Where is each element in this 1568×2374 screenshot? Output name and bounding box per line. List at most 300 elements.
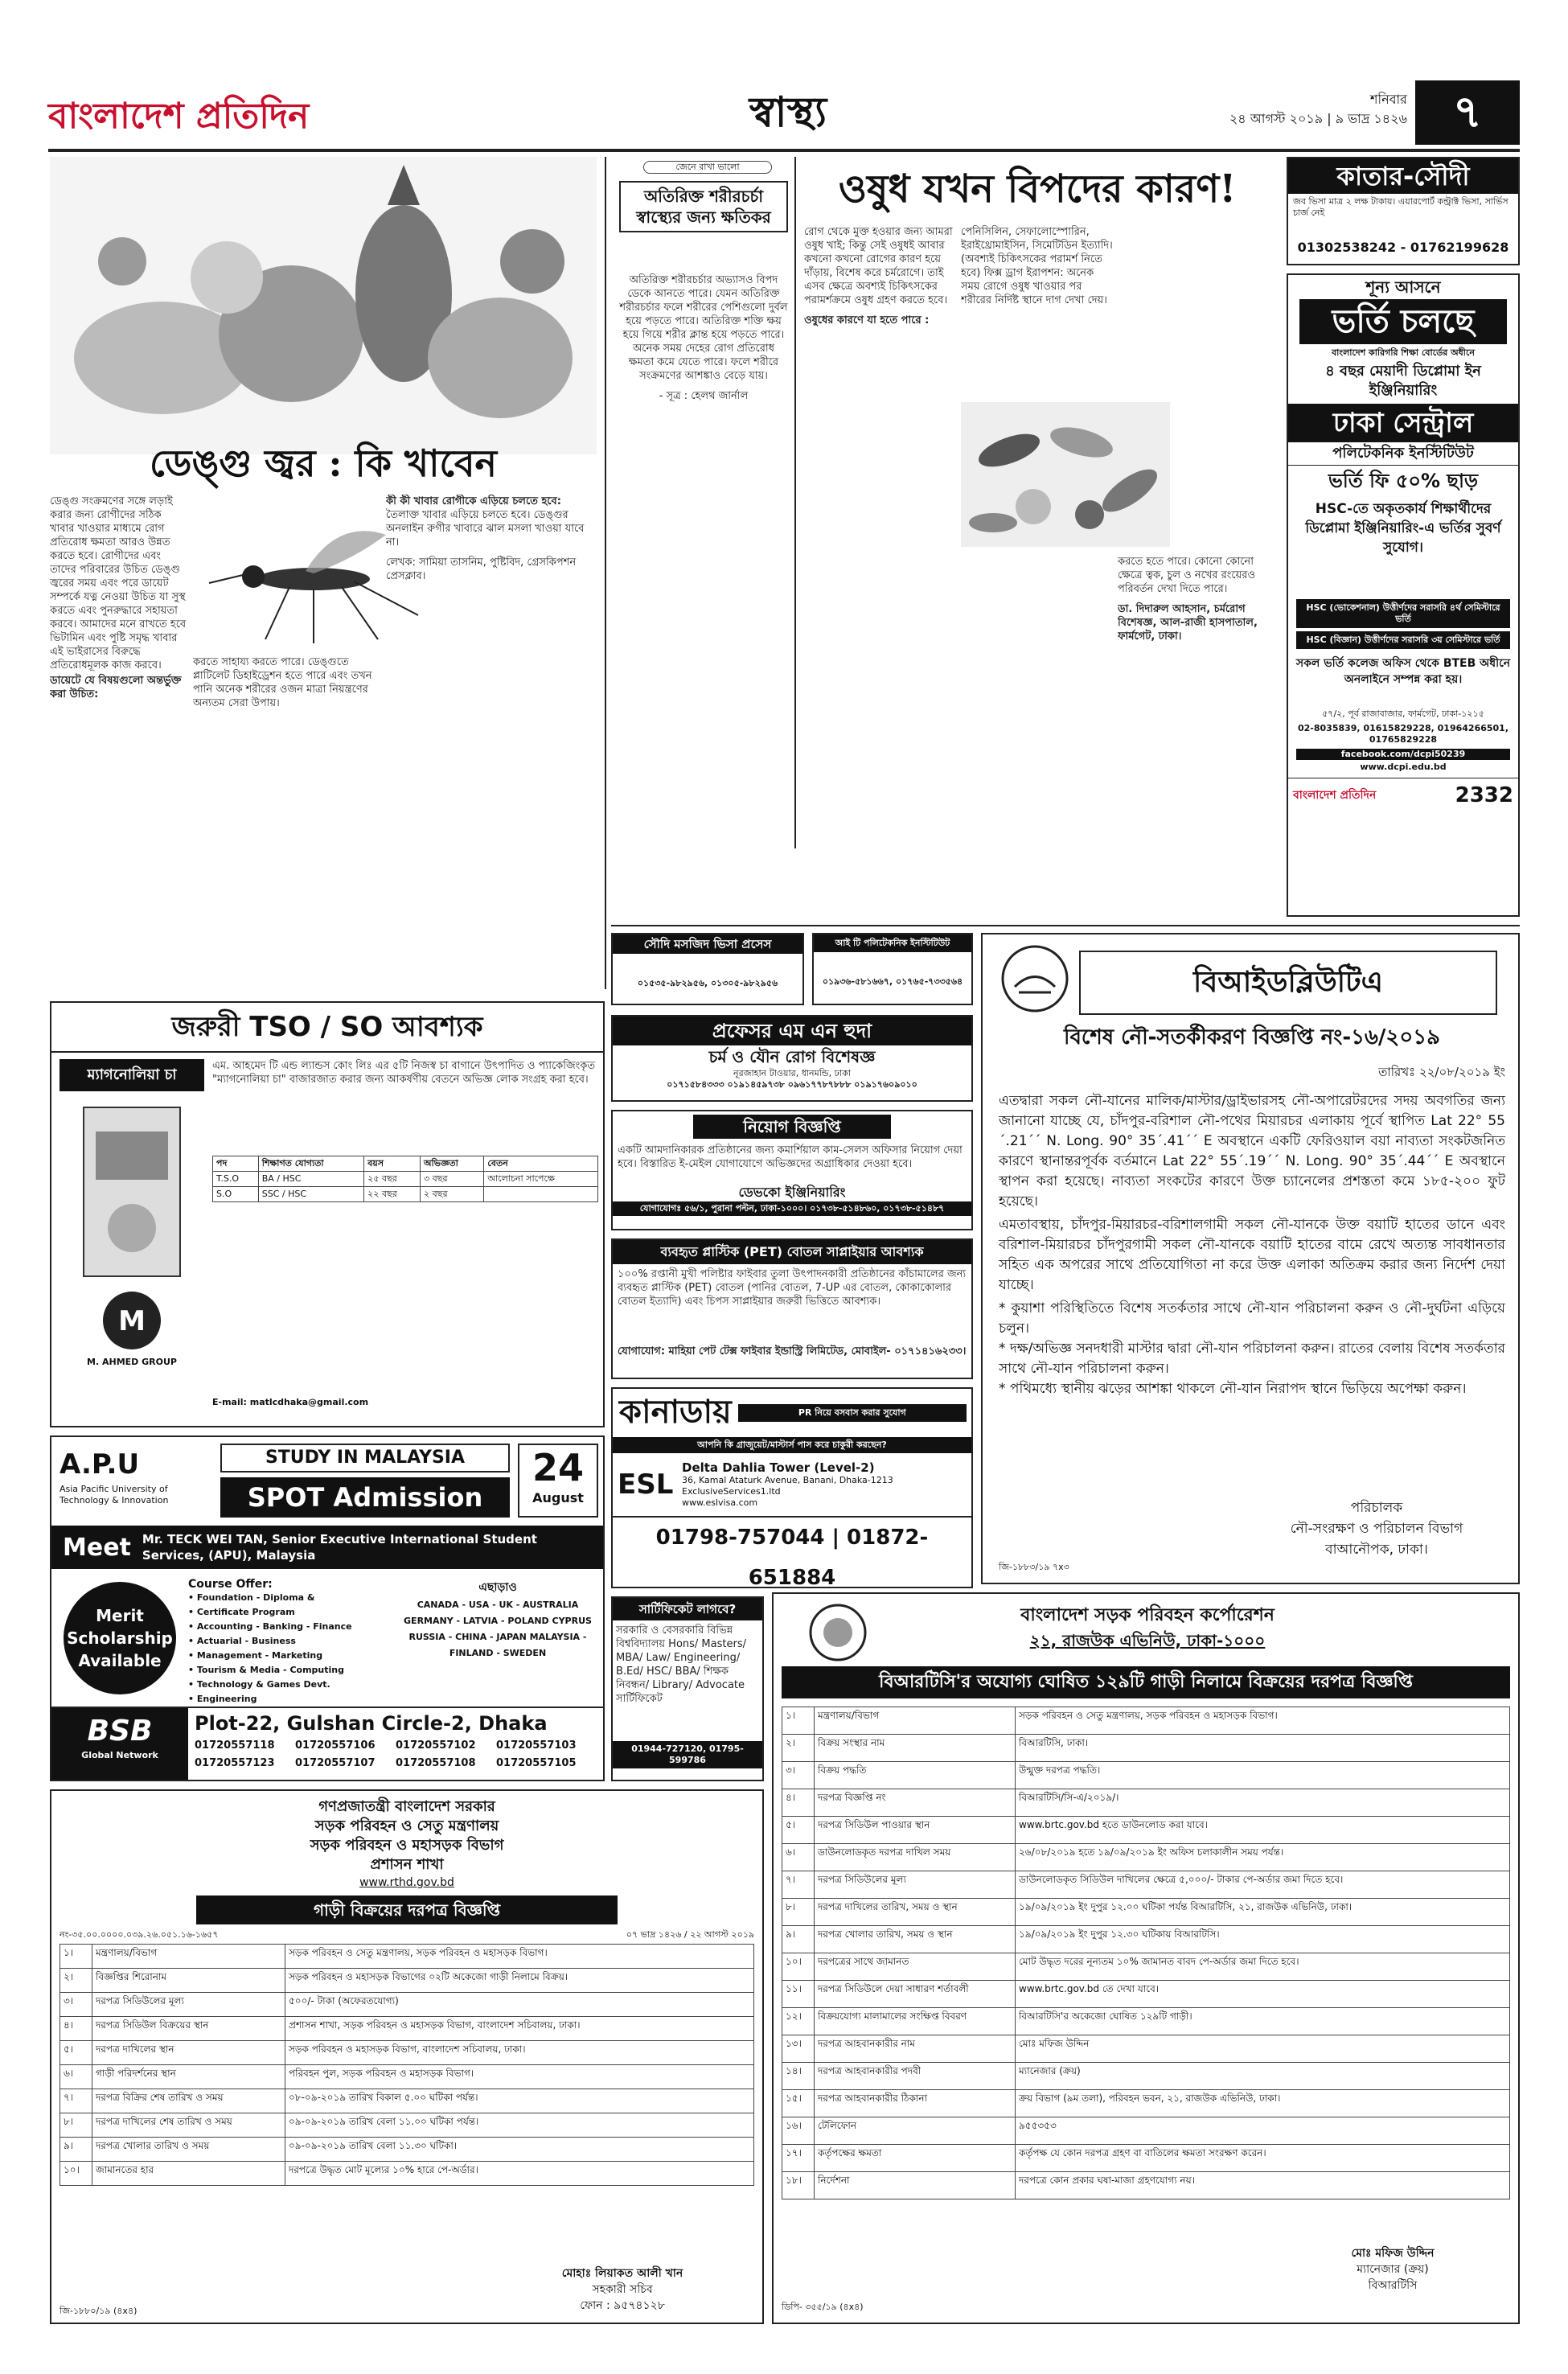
brtc-cell: দরপত্র আহবানকারীর ঠিকানা — [815, 2090, 1016, 2117]
bsb-phone: 01720557108 — [396, 1757, 476, 1769]
govt-cell: ৫। — [60, 2041, 92, 2065]
table-row — [782, 1707, 1510, 1735]
dcpi-diploma: ৪ বছর মেয়াদী ডিপ্লোমা ইন ইঞ্জিনিয়ারিং — [1325, 363, 1481, 399]
pills-image — [961, 402, 1170, 547]
brtc-cell: ৯। — [782, 1926, 815, 1953]
apu-name: A.P.U — [60, 1448, 140, 1481]
table-row — [782, 2063, 1510, 2090]
brtc-cell: বিআরটিসি, ঢাকা। — [1016, 1735, 1510, 1762]
brtc-cell: বিআরটিসি/সি-এ/২০১৯/। — [1016, 1789, 1510, 1817]
canada-esl — [613, 1453, 971, 1516]
dcpi-hsc-sci: HSC (বিজ্ঞান) উত্তীর্ণদের সরাসরি ৩য় সেমিস্টারে ভর্তি — [1296, 631, 1510, 649]
table-row — [60, 2089, 754, 2113]
brtc-table — [782, 1707, 1510, 2199]
pet-title: ব্যবহৃত প্লাস্টিক (PET) বোতল সাপ্লাইয়ার আবশ্যক — [613, 1240, 971, 1264]
tso-ad — [50, 1001, 605, 1427]
bsb-phone: 01720557106 — [295, 1739, 376, 1752]
govt-cell: দরপত্র দাখিলের স্থান — [92, 2041, 285, 2065]
apu-countries — [397, 1578, 598, 1661]
apu-spot: SPOT Admission — [220, 1477, 510, 1518]
tso-header-cell: বয়স — [364, 1156, 421, 1172]
pratidin-brand: বাংলাদেশ প্রতিদিন — [1293, 789, 1377, 802]
table-row — [60, 2138, 754, 2162]
canada-phones: 01798-757044 | 01872-651884 — [613, 1516, 971, 1598]
brand-name: বাংলাদেশ প্রতিদিন — [48, 96, 310, 137]
dcpi-admission-ad — [1287, 273, 1520, 917]
itpoly-phone: ০১৯৩৬-৫৮১৬৬৭, ০১৭৬৫-৭৩৩৫৬৪ — [822, 976, 963, 987]
tso-email[interactable]: E-mail: matlcdhaka@gmail.com — [212, 1397, 369, 1407]
govt-dates: ০৭ ভাদ্র ১৪২৬ / ২২ আগস্ট ২০১৯ — [626, 1929, 754, 1940]
saudi-visa-ad — [611, 933, 804, 1005]
pet-body: ১০০% রপ্তানী মুখী পলিষ্টার ফাইবার তুলা উৎপাদনকারী প্রতিষ্ঠানের কাঁচামালের জন্য ব্যবহৃত প্লাস্টিক (PET) বোতল (পানির বোতল, 7-UP এর বোতল, কোকাকোলার বোতল ইত্যাদি) এবং চিপস সাপ্লাইয়ার জরুরী ভিত্তিতে আবশ্যক। — [618, 1268, 967, 1308]
tso-cell: BA / HSC — [258, 1172, 363, 1187]
tso-header-cell: বেতন — [484, 1156, 598, 1172]
bsb-phone: 01720557123 — [195, 1757, 275, 1769]
govt-cell: দরপত্র খোলার তারিখ ও সময় — [92, 2138, 285, 2162]
table-row — [60, 2162, 754, 2186]
brtc-cell: সড়ক পরিবহন ও সেতু মন্ত্রণালয়, সড়ক পরিবহন ও মহাসড়ক বিভাগ। — [1016, 1707, 1510, 1735]
cert-phone: 01944-727120, 01795-599786 — [613, 1741, 762, 1768]
tso-table — [212, 1156, 598, 1202]
table-row — [60, 2065, 754, 2089]
tso-header-cell: পদ — [213, 1156, 259, 1172]
dcpi-dhaka-central: ঢাকা সেন্ট্রাল — [1288, 404, 1518, 442]
exercise-body-text: অতিরিক্ত শরীরচর্চার অভ্যাসও বিপদ ডেকে আনতে পারে। যেমন অতিরিক্ত শরীরচর্চার ফলে শরীরের পেশিগুলো দুর্বল হয়ে পড়তে পারে। অতিরিক্ত শক্তি ক্ষয় হয়ে গিয়ে শরীর ক্লান্ত হয়ে পড়তে পারে। অনেক সময় দেহের রোগ প্রতিরোধ ক্ষমতা কমে যেতে পারে। ফলে শরীরে সংক্রমণের আশঙ্কাও বেড়ে যায়। — [619, 274, 788, 382]
bsb-phone: 01720557105 — [496, 1757, 577, 1769]
saudi-phone: ০১৫৩৫-৯৮২৯৫৬, ০১৩০৫-৯৮২৯৫৬ — [637, 978, 778, 988]
katar-phone: 01302538242 - 01762199628 — [1297, 240, 1509, 255]
dengue-title: ডেঙ্গু জ্বর : কি খাবেন — [150, 442, 497, 485]
canada-title: কানাডায় — [619, 1393, 732, 1431]
brtc-signer-title-1: ম্যানেজার (ক্রয়) — [1357, 2263, 1429, 2276]
biwta-signature — [1248, 1497, 1505, 1560]
brtc-cell: দরপত্র দাখিলের তারিখ, সময় ও স্থান — [815, 1899, 1016, 1926]
canada-web[interactable]: www.eslvisa.com — [682, 1497, 758, 1508]
brtc-cell: ৮। — [782, 1899, 815, 1926]
brtc-cell: ২। — [782, 1735, 815, 1762]
govt-cell: দরপত্র সিডিউল বিক্রয়ের স্থান — [92, 2017, 285, 2041]
biwta-body-1: এতদ্বারা সকল নৌ-যানের মালিক/মাস্টার/ড্রাইভারসহ নৌ-অপারেটরদের সদয় অবগতির জন্য জানানো যাচ্ছে যে, চাঁদপুর-বরিশাল নৌ-পথের মিয়ারচর এলাকায় পূর্বে স্থাপিত Lat 22° 55´.21´´ N. Long. 90° 35´.41´´ E অবস্থানে একটি ফেরিওয়াল বয়া নাব্যতা সংকটজনিত কারণে স্থানান্তরপূর্বক বর্তমানে Lat 22° 55´.19´´ N. Long. 90° 35´.44´´ E অবস্থানে স্থাপন করা হয়েছে। নাব্যতা সংকটের কারণে উক্ত চ্যানেলের প্রশস্ততা কমে ১৮৫-২০০ ফুট হয়েছে। — [999, 1093, 1505, 1210]
govt-notice — [50, 1789, 764, 2324]
brtc-notice — [772, 1592, 1520, 2324]
dcpi-web[interactable]: www.dcpi.edu.bd — [1360, 762, 1447, 772]
govt-cell: জামানতের হার — [92, 2162, 285, 2186]
fruit-photo — [50, 157, 597, 454]
biwta-sign-1: পরিচালক — [1350, 1500, 1403, 1516]
dcpi-vorti-sub: বাংলাদেশ কারিগরি শিক্ষা বোর্ডের অধীনে — [1332, 347, 1475, 358]
table-row — [782, 1953, 1510, 1981]
dengue-col-1-text: ডেঙ্গু সংক্রমণের সঙ্গে লড়াই করার জন্য রোগীদের সঠিক খাবার খাওয়ার মাধ্যমে রোগ প্রতিরোধ ক্ষমতা আরও উন্নত করতে হবে। রোগীদের এবং তাদের পরিবারের উচিত ডেঙ্গু জ্বরের সময় এবং পরে ডায়েট সম্পর্কে যত্ন নেওয়া উচিত যা সুস্থ করতে এবং পুনরুদ্ধারে সহায়তা করবে। আমাদের মনে রাখতে হবে ভিটামিন এবং পুষ্টি সমৃদ্ধ খাবার এই ভাইরাসের বিরুদ্ধে প্রতিরোধমূলক কাজ করবে। — [50, 495, 187, 672]
dcpi-facebook[interactable]: facebook.com/dcpi50239 — [1296, 749, 1510, 760]
doctor-chamber: নূরজাহান টাওয়ার, ধানমন্ডি, ঢাকা — [733, 1068, 851, 1078]
canada-email: ExclusiveServices1.ltd — [682, 1486, 781, 1497]
apu-month: August — [532, 1490, 584, 1505]
table-row — [782, 1735, 1510, 1762]
brtc-cell: ৫। — [782, 1817, 815, 1844]
table-row — [782, 2008, 1510, 2035]
govt-cell: ৪। — [60, 2017, 92, 2041]
tso-brand: ম্যাগনোলিয়া চা — [60, 1059, 204, 1091]
apu-merit: Merit Scholarship Available — [64, 1582, 176, 1694]
dcpi-vorti: ভর্তি চলছে — [1299, 299, 1507, 344]
govt-title: গাড়ী বিক্রয়ের দরপত্র বিজ্ঞপ্তি — [196, 1896, 618, 1924]
list-item: • Tourism & Media - Computing — [188, 1665, 344, 1675]
govt-signature — [502, 2265, 743, 2314]
list-item: • Foundation - Diploma & — [188, 1592, 315, 1603]
brtc-cell: ২৬/০৮/২০১৯ হতে ১৯/০৯/২০১৯ ইং অফিস চলাকালীন সময় পর্যন্ত। — [1016, 1844, 1510, 1871]
govt-cell: সড়ক পরিবহন ও মহাসড়ক বিভাগ, বাংলাদেশ সচিবালয়, ঢাকা। — [285, 2041, 754, 2065]
brtc-cell: ১৭। — [782, 2145, 815, 2172]
govt-ref: জি-১৮৮০/১৯ (৪x৪) — [60, 2306, 138, 2316]
list-item: • Accounting - Banking - Finance — [188, 1621, 352, 1632]
medicine-col-2-text: পেনিসিলিন, সেফালোস্পোরিন, ইরাইথ্রোমাইসিন, সিমেটিডিন ইত্যাদি। (অবশ্যই চিকিৎসকের পরামর্শ নিতে হবে) ফিক্স ড্রাগ ইরাপশন: অনেক সময় রোগে ওষুধ খাওয়ার পর শরীরের নির্দিষ্ট স্থানে দাগ দেখা দেয়। — [961, 226, 1113, 306]
medicine-col-1 — [804, 225, 957, 844]
biwta-bullet-1: * কুয়াশা পরিস্থিতিতে বিশেষ সতর্কতার সাথে নৌ-যান পরিচালনা করুন ও নৌ-দুর্ঘটনা এড়িয়ে চলুন। — [999, 1300, 1505, 1337]
recruit-contact: যোগাযোগঃ ৫৬/১, পুরানা পল্টন, ঢাকা-১০০০। ০১৭৩৮-৫১৪৮৬০, ০১৭৩৮-৫১৪৮৭ — [613, 1201, 971, 1216]
brtc-org: বাংলাদেশ সড়ক পরিবহন কর্পোরেশন — [1020, 1605, 1275, 1625]
canada-tower: Delta Dahlia Tower (Level-2) — [682, 1460, 875, 1475]
apu-logo — [60, 1445, 212, 1518]
govt-cell: দরপত্র সিডিউলের মূল্য — [92, 1993, 285, 2017]
govt-date-2: ২২ আগস্ট ২০১৯ — [690, 1929, 754, 1940]
govt-cell: দরপত্র দাখিলের শেষ তারিখ ও সময় — [92, 2113, 285, 2138]
biwta-date: তারিখঃ ২২/০৮/২০১৯ ইং — [1378, 1065, 1505, 1079]
tso-cell: T.S.O — [213, 1172, 259, 1187]
table-row — [782, 2117, 1510, 2145]
biwta-body — [999, 1091, 1505, 1399]
brtc-cell: কর্তৃপক্ষ যে কোন দরপত্র গ্রহণ বা বাতিলের ক্ষমতা সংরক্ষণ করেন। — [1016, 2145, 1510, 2172]
dcpi-poly: পলিটেকনিক ইনস্টিটিউট — [1288, 442, 1518, 466]
dcpi-hsc: HSC-তে অকৃতকার্য শিক্ষার্থীদের ডিপ্লোমা ইঞ্জিনিয়ারিং-এ ভর্তির সুবর্ণ সুযোগ। — [1305, 501, 1501, 556]
brtc-addr: ২১, রাজউক এভিনিউ, ঢাকা-১০০০ — [1029, 1631, 1266, 1650]
cert-title: সার্টিফিকেট লাগবে? — [613, 1598, 762, 1620]
brtc-cell: ১৯/০৯/২০১৯ ইং দুপুর ১২.০০ ঘটিকা পর্যন্ত বিআরটিসি, ২১, রাজউক এভিনিউ, ঢাকা। — [1016, 1899, 1510, 1926]
brtc-cell: ডাউনলোডকৃত সিডিউল দাখিলের ক্ষেত্রে ৫,০০০/- টাকার পে-অর্ডার জমা দিতে হবে। — [1016, 1871, 1510, 1899]
govt-phone: ফোন : ৯৫৭৪১২৮ — [580, 2299, 665, 2312]
apu-courses — [188, 1578, 389, 1707]
issue-day: শনিবার — [1370, 92, 1407, 107]
govt-cell: সড়ক পরিবহন ও সেতু মন্ত্রণালয়, সড়ক পরিবহন ও মহাসড়ক বিভাগ। — [285, 1945, 754, 1969]
govt-cell: ৮। — [60, 2113, 92, 2138]
apu-day: 24 — [532, 1446, 584, 1489]
brtc-cell: দরপত্র আহবানকারীর নাম — [815, 2035, 1016, 2063]
apu-ad — [50, 1435, 605, 1781]
pratidin-code: 2332 — [1455, 783, 1513, 807]
doctor-ad — [611, 1015, 973, 1102]
medicine-col-3 — [1118, 555, 1270, 844]
bsb-sub: Global Network — [81, 1750, 158, 1760]
table-row — [782, 2172, 1510, 2199]
bsb-bar — [51, 1707, 603, 1780]
table-row — [60, 1969, 754, 1993]
brtc-cell: দরপত্র বিজ্ঞপ্তি নং — [815, 1789, 1016, 1817]
brtc-cell: ১৯/০৯/২০১৯ ইং দুপুর ১২.৩০ ঘটিকায় বিআরটিসি। — [1016, 1926, 1510, 1953]
apu-countries-list: CANADA - USA - UK - AUSTRALIA GERMANY - LATVIA - POLAND CYPRUS RUSSIA - CHINA - JAPAN MALAYSIA - FINLAND - SWEDEN — [404, 1600, 592, 1658]
biwta-title: বিশেষ নৌ-সতর্কীকরণ বিজ্ঞপ্তি নং-১৬/২০১৯ — [1064, 1025, 1440, 1049]
dengue-col-2-text: করতে সাহায্য করতে পারে। ডেঙ্গুতে প্লাটিলেট ডিহাইড্রেশন হতে পারে এবং তখন পানি অনেক শরীরের ওজন মাত্রা নিয়ন্ত্রণের অন্যতম সেরা উপায়। — [193, 656, 372, 709]
apu-countries-title: এছাড়াও — [478, 1581, 517, 1594]
bsb-address: Plot-22, Gulshan Circle-2, Dhaka — [195, 1712, 548, 1735]
govt-emblem-icon — [806, 1600, 870, 1665]
brand-logo — [48, 88, 354, 145]
govt-cell: ৬। — [60, 2065, 92, 2089]
tso-cell: S.O — [213, 1187, 259, 1202]
biwta-notice — [981, 933, 1520, 1584]
tso-cell: ২ বছর — [421, 1187, 484, 1202]
bsb-brand: BSB — [87, 1715, 153, 1748]
brtc-cell: মন্ত্রণালয়/বিভাগ — [815, 1707, 1016, 1735]
bsb-phone: 01720557102 — [396, 1739, 476, 1752]
brtc-cell: ১৪। — [782, 2063, 815, 2090]
bsb-phone: 01720557107 — [295, 1757, 376, 1769]
dcpi-phone: 02-8035839, 01615829228, 01964266501, 01765829228 — [1297, 723, 1509, 745]
brtc-cell: ক্রয় বিভাগ (৯ম তলা), পরিবহন ভবন, ২১, রাজউক এভিনিউ, ঢাকা। — [1016, 2090, 1510, 2117]
tso-cell — [484, 1187, 598, 1202]
brtc-cell: টেলিফোন — [815, 2117, 1016, 2145]
apu-study: STUDY IN MALAYSIA — [220, 1444, 510, 1472]
table-row — [60, 2041, 754, 2065]
itpoly-ad — [812, 933, 973, 1005]
govt-cell: ৩। — [60, 1993, 92, 2017]
brtc-cell: বিক্রয় পদ্ধতি — [815, 1762, 1016, 1789]
brtc-cell: দরপত্র সিডিউলের মূল্য — [815, 1871, 1016, 1899]
brtc-cell: ৪। — [782, 1789, 815, 1817]
brtc-cell: মোঃ মফিজ উদ্দিন — [1016, 2035, 1510, 2063]
brtc-cell: ৩। — [782, 1762, 815, 1789]
table-row — [782, 1871, 1510, 1899]
govt-cell: প্রশাসন শাখা, সড়ক পরিবহন ও মহাসড়ক বিভাগ, বাংলাদেশ সচিবালয়, ঢাকা। — [285, 2017, 754, 2041]
brtc-cell: ১০। — [782, 1953, 815, 1981]
tso-cell: ৩ বছর — [421, 1172, 484, 1187]
cert-ad — [611, 1596, 764, 1781]
dcpi-address: ৫৭/২, পূর্ব রাজাবাজার, ফার্মগেট, ঢাকা-১২১৫ — [1322, 709, 1484, 719]
brtc-cell: দরপত্র সিডিউল পাওয়ার স্থান — [815, 1817, 1016, 1844]
brtc-cell: ১৩। — [782, 2035, 815, 2063]
dcpi-hsc-voc: HSC (ভোকেশনাল) উত্তীর্ণদের সরাসরি ৪র্থ সেমিস্টারে ভর্তি — [1296, 599, 1510, 628]
table-row — [213, 1187, 598, 1202]
tso-group: M. AHMED GROUP — [87, 1357, 177, 1367]
brtc-cell: ১৫। — [782, 2090, 815, 2117]
biwta-org: বিআইডব্লিউটিএ — [1079, 951, 1497, 1015]
dengue-subhead-1: ডায়েটে যে বিষয়গুলো অন্তর্ভুক্ত করা উচিত: — [50, 675, 182, 700]
recruit-company: ডেভকো ইঞ্জিনিয়ারিং — [738, 1185, 846, 1200]
medicine-col-3-text: করতে হতে পারে। কোনো কোনো ক্ষেত্রে ত্বক, চুল ও নখের রংয়েরও পরিবর্তন দেখা দিতে পারে। — [1118, 556, 1256, 595]
biwta-sign-2: নৌ-সংরক্ষণ ও পরিচালন বিভাগ — [1290, 1521, 1463, 1537]
medicine-col-2a — [961, 225, 1114, 398]
govt-l3: সড়ক পরিবহন ও মহাসড়ক বিভাগ — [310, 1837, 504, 1854]
biwta-bullet-2: * দক্ষ/অভিজ্ঞ সনদধারী মাস্টার দ্বারা নৌ-যান পরিচালনা করুন। রাতের বেলায় বিশেষ সতর্কতার সাথে নৌ-যান পরিচালনা করুন। — [999, 1341, 1505, 1377]
govt-cell: মন্ত্রণালয়/বিভাগ — [92, 1945, 285, 1969]
tso-cell: SSC / HSC — [258, 1187, 363, 1202]
table-row — [782, 1899, 1510, 1926]
table-row — [60, 1993, 754, 2017]
biwta-sign-3: বাআনৌপক, ঢাকা। — [1325, 1542, 1428, 1558]
govt-cell: বিজ্ঞপ্তির শিরোনাম — [92, 1969, 285, 1993]
table-row — [782, 1844, 1510, 1871]
govt-l2: সড়ক পরিবহন ও সেতু মন্ত্রণালয় — [314, 1817, 499, 1834]
govt-cell: ০৯-০৯-২০১৯ তারিখ বেলা ১১.৩০ ঘটিকা। — [285, 2138, 754, 2162]
tso-cell: ২২ বছর — [364, 1187, 421, 1202]
brtc-cell: নির্দেশনা — [815, 2172, 1016, 2199]
table-row — [782, 1762, 1510, 1789]
govt-cell: ৯। — [60, 2138, 92, 2162]
apu-meet-bar — [51, 1526, 603, 1569]
list-item: • Certificate Program — [188, 1607, 295, 1617]
brtc-cell: বিক্রয়যোগ্য মালামালের সংক্ষিপ্ত বিবরণ — [815, 2008, 1016, 2035]
biwta-ref: জি-১৮৮৩/১৯ ৭x৩ — [999, 1562, 1069, 1572]
table-row — [60, 2113, 754, 2138]
doctor-name: প্রফেসর এম এন হুদা — [613, 1017, 971, 1045]
itpoly-title: আই টি পলিটেকনিক ইনস্টিটিউট — [814, 934, 971, 952]
brtc-signer: মোঃ মফিজ উদ্দিন — [1351, 2247, 1435, 2260]
table-row — [782, 1926, 1510, 1953]
saudi-title: সৌদি মসজিদ ভিসা প্রসেস — [613, 934, 802, 954]
recruit-title: নিয়োগ বিজ্ঞপ্তি — [693, 1115, 891, 1139]
brtc-cell: মোট উদ্ধৃত দরের নূন্যতম ১০% জামানত বাবদ পে-অর্ডার জমা দিতে হবে। — [1016, 1953, 1510, 1981]
pet-ad — [611, 1238, 973, 1379]
biwta-body-2: এমতাবস্থায়, চাঁদপুর-মিয়ারচর-বরিশালগামী সকল নৌ-যানকে উক্ত বয়াটি হাতের ডানে এবং বরিশাল-মিয়ারচর চাঁদপুরগামী সকল নৌ-যানকে বয়াটি হাতের বামে রেখে অত্যন্ত সাবধানতার সহিত এক অপরের সাথে প্রতিযোগিতা না করে উক্ত এলাকা অতিক্রম করার জন্য নির্দেশ দেয়া যাচ্ছে। — [999, 1217, 1505, 1293]
table-row — [782, 2035, 1510, 2063]
govt-cell: ২। — [60, 1969, 92, 1993]
list-item: • Engineering — [188, 1694, 257, 1704]
apu-course-list — [188, 1591, 389, 1707]
brtc-cell: দরপত্র খোলার তারিখ, সময় ও স্থান — [815, 1926, 1016, 1953]
govt-cell: পরিবহন পুল, সড়ক পরিবহন ও মহাসড়ক বিভাগ। — [285, 2065, 754, 2089]
tso-header-cell: অভিজ্ঞতা — [421, 1156, 484, 1172]
dengue-subhead-2: কী কী খাবার রোগীকে এড়িয়ে চলতে হবে: — [386, 495, 561, 507]
govt-table — [51, 1941, 762, 2189]
section-title: স্বাস্থ্য — [749, 88, 827, 137]
brtc-cell: বিআরটিসি'র অকেজো ঘোষিত ১২৯টি গাড়ী। — [1016, 2008, 1510, 2035]
brtc-ref: ডিপি- ৩৫৫/১৯ (৪x৪) — [782, 2302, 864, 2312]
govt-date-1: ০৭ ভাদ্র ১৪২৬ — [626, 1929, 682, 1940]
canada-header — [613, 1389, 971, 1437]
katar-text: জব ভিসা মাত্র ২ লক্ষ টাকায়। এয়ারপোর্ট কন্ট্রাক্ট ভিসা, সার্ভিস চার্জ নেই — [1293, 196, 1508, 218]
exercise-body — [619, 273, 788, 933]
table-row — [782, 2145, 1510, 2172]
list-item: • Actuarial - Business — [188, 1636, 296, 1646]
govt-cell: ০৯-০৯-২০১৯ তারিখ বেলা ১১.০০ ঘটিকা পর্যন্ত। — [285, 2113, 754, 2138]
govt-cell: গাড়ী পরিদর্শনের স্থান — [92, 2065, 285, 2089]
medicine-title: ওষুধ যখন বিপদের কারণ! — [838, 166, 1237, 212]
govt-memo-row — [51, 1929, 762, 1941]
recruit-body: একটি আমদানিকারক প্রতিষ্ঠানের জন্য কমার্শিয়াল কাম-সেলস অফিসার নিয়োগ দেয়া হবে। বিস্তারিত ই-মেইল যোগাযোগে অভিজ্ঞদের অগ্রাধিকার দেওয়া হবে। — [618, 1144, 963, 1170]
katar-saudi-ad — [1287, 157, 1520, 265]
recruit-ad — [611, 1110, 973, 1230]
medicine-subhead: ওষুধের কারণে যা হতে পারে : — [804, 314, 930, 327]
dengue-author: লেখক: সামিয়া তাসনিম, পুষ্টিবিদ, গ্রেসকিপশন প্রেসক্লাব। — [386, 557, 577, 582]
govt-cell: দরপত্রে উদ্ধৃত মোট মূল্যের ১০% হারে পে-অর্ডার। — [285, 2162, 754, 2186]
dcpi-btb: সকল ভর্তি কলেজ অফিস থেকে BTEB অধীনে অনলাইনে সম্পন্ন করা হয়। — [1295, 657, 1511, 686]
govt-cell: ০৮-০৯-২০১৯ তারিখ বিকাল ৫.০০ ঘটিকা পর্যন্ত। — [285, 2089, 754, 2113]
dcpi-shunno: শূন্য আসনে — [1365, 277, 1441, 297]
tso-title: জরুরী TSO / SO আবশ্যক — [51, 1003, 603, 1053]
brtc-cell: www.brtc.gov.bd হতে ডাউনলোড করা যাবে। — [1016, 1817, 1510, 1844]
govt-web[interactable]: www.rthd.gov.bd — [359, 1876, 454, 1889]
canada-addr: 36, Kamal Ataturk Avenue, Banani, Dhaka-1213 — [682, 1475, 893, 1485]
brtc-title: বিআরটিসি'র অযোগ্য ঘোষিত ১২৯টি গাড়ী নিলামে বিক্রয়ের দরপত্র বিজ্ঞপ্তি — [782, 1666, 1510, 1698]
table-row — [782, 1981, 1510, 2008]
govt-cell: দরপত্র বিক্রির শেষ তারিখ ও সময় — [92, 2089, 285, 2113]
list-item: • Management - Marketing — [188, 1650, 323, 1661]
bsb-logo — [51, 1708, 188, 1780]
apu-person: Mr. TECK WEI TAN, Senior Executive International Student Services, (APU), Malaysia — [142, 1532, 537, 1563]
tso-cell: আলোচনা সাপেক্ষে — [484, 1172, 598, 1187]
govt-cell: ৭। — [60, 2089, 92, 2113]
brtc-signature — [1288, 2245, 1497, 2294]
list-item: • Technology & Games Devt. — [188, 1679, 330, 1690]
svg-text:M: M — [118, 1305, 146, 1337]
bsb-info — [188, 1708, 603, 1780]
table-row — [782, 2090, 1510, 2117]
apu-meet: Meet — [63, 1533, 131, 1562]
brtc-cell: www.brtc.gov.bd তে দেখা যাবে। — [1016, 1981, 1510, 2008]
exercise-tag: জেনে রাখা ভালো — [643, 161, 772, 174]
govt-cell: ৫০০/- টাকা (অফেরতযোগ্য) — [285, 1993, 754, 2017]
brtc-cell: দরপত্র আহবানকারীর পদবী — [815, 2063, 1016, 2090]
govt-memo: নং-৩৫.০০.০০০০.০৩৯.২৬.০৫১.১৬-১৬৫৭ — [60, 1929, 219, 1940]
brtc-cell: ডাউনলোডকৃত দরপত্র দাখিল সময় — [815, 1844, 1016, 1871]
canada-esl-logo: ESL — [618, 1468, 674, 1501]
doctor-phones: ০১৭১৫৮৪৩৩৩ ০১৯১৪৫৯৭৩৮ ০৯৬১৭৭৮৭৮৮৮ ০১৯১৭৬০৯০১০ — [667, 1079, 917, 1090]
govt-signer-title: সহকারী সচিব — [592, 2283, 653, 2296]
page-number: ৭ — [1415, 80, 1520, 145]
brtc-cell: দরপত্রে কোন প্রকার ঘষা-মাজা গ্রহণযোগ্য নয়। — [1016, 2172, 1510, 2199]
brtc-cell: ম্যানেজার (ক্রয়) — [1016, 2063, 1510, 2090]
brtc-cell: কর্তৃপক্ষের ক্ষমতা — [815, 2145, 1016, 2172]
tso-header-cell: শিক্ষাগত যোগ্যতা — [258, 1156, 363, 1172]
apu-full: Asia Pacific University of Technology & Innovation — [60, 1484, 169, 1505]
brtc-cell: ১২। — [782, 2008, 815, 2035]
govt-l4: প্রশাসন শাখা — [370, 1856, 444, 1873]
govt-signer: মোহাঃ লিয়াকত আলী খান — [561, 2267, 683, 2280]
exercise-title: অতিরিক্ত শরীরচর্চা স্বাস্থ্যের জন্য ক্ষতিকর — [619, 181, 788, 232]
medicine-author: ডা. দিদারুল আহসান, চর্মরোগ বিশেষজ্ঞ, আল-রাজী হাসপাতাল, ফার্মগেট, ঢাকা। — [1118, 603, 1258, 643]
doctor-specialty: চর্ম ও যৌন রোগ বিশেষজ্ঞ — [708, 1047, 876, 1066]
tea-pack-image — [68, 1099, 196, 1284]
biwta-emblem-icon — [999, 943, 1071, 1015]
brtc-cell: ১৬। — [782, 2117, 815, 2145]
dengue-col-3-text: তৈলাক্ত খাবার এড়িয়ে চলতে হবে। ডেঙ্গুর অনলাইন রুগীর খাবারে ঝাল মসলা খাওয়া যাবে না। — [386, 509, 585, 548]
tso-table-header — [213, 1156, 598, 1172]
biwta-bullet-3: * পথিমধ্যে স্থানীয় ঝড়ের আশঙ্কা থাকলে নৌ-যান নিরাপদ স্থানে ভিড়িয়ে অপেক্ষা করুন। — [999, 1381, 1467, 1397]
cert-body: সরকারি ও বেসরকারি বিভিন্ন বিশ্ববিদ্যালয় Hons/ Masters/ MBA/ Law/ Engineering/ B.Ed/ HSC/ BBA/ শিক্ষক নিবন্ধন/ Library/ Advocate সার্টিফিকেট — [616, 1624, 746, 1705]
brtc-signer-title-2: বিআরটিসি — [1368, 2279, 1418, 2292]
table-row — [782, 1817, 1510, 1844]
govt-cell: ১০। — [60, 2162, 92, 2186]
apu-date — [518, 1444, 598, 1518]
canada-ribbon: PR নিয়ে বসবাস করার সুযোগ — [738, 1404, 967, 1422]
canada-esl-info — [682, 1460, 967, 1509]
pet-contact: যোগাযোগ: মাহিয়া পেট টেক্স ফাইবার ইন্ডাস্ট্রি লিমিটেড, মোবাইল- ০১৭১৪১৬২৩৩। — [618, 1345, 967, 1357]
medicine-col-1-text: রোগ থেকে মুক্ত হওয়ার জন্য আমরা ওষুধ খাই; কিন্তু সেই ওষুধই আবার কখনো কখনো রোগের কারণ হয়ে দাঁড়ায়, বিশেষ করে চর্মরোগে। তাই এসব ক্ষেত্রে অবশ্যই চিকিৎসকের পরামর্শক্রমে ওষুধ গ্রহণ করতে হবে। — [804, 226, 953, 306]
bsb-phone-grid — [195, 1737, 597, 1772]
bsb-phone: 01720557118 — [195, 1739, 275, 1752]
table-row — [60, 1945, 754, 1969]
exercise-source: - সূত্র : হেলথ জার্নাল — [659, 390, 749, 402]
brtc-cell: বিক্রয় সংস্থার নাম — [815, 1735, 1016, 1762]
pratidin-promo — [1288, 778, 1518, 812]
canada-line1: আপনি কি গ্রাজুয়েট/মাস্টার্স পাস করে চাকুরী করছেন? — [613, 1437, 971, 1453]
tso-cell: ২৫ বছর — [364, 1172, 421, 1187]
brtc-cell: ১। — [782, 1707, 815, 1735]
bsb-phone: 01720557103 — [496, 1739, 577, 1752]
brtc-cell: উন্মুক্ত দরপত্র পদ্ধতি। — [1016, 1762, 1510, 1789]
brtc-cell: ১৮। — [782, 2172, 815, 2199]
apu-courses-title: Course Offer: — [188, 1578, 273, 1591]
brtc-cell: ৯৫৫৩৫৩ — [1016, 2117, 1510, 2145]
govt-l1: গণপ্রজাতন্ত্রী বাংলাদেশ সরকার — [318, 1798, 495, 1815]
